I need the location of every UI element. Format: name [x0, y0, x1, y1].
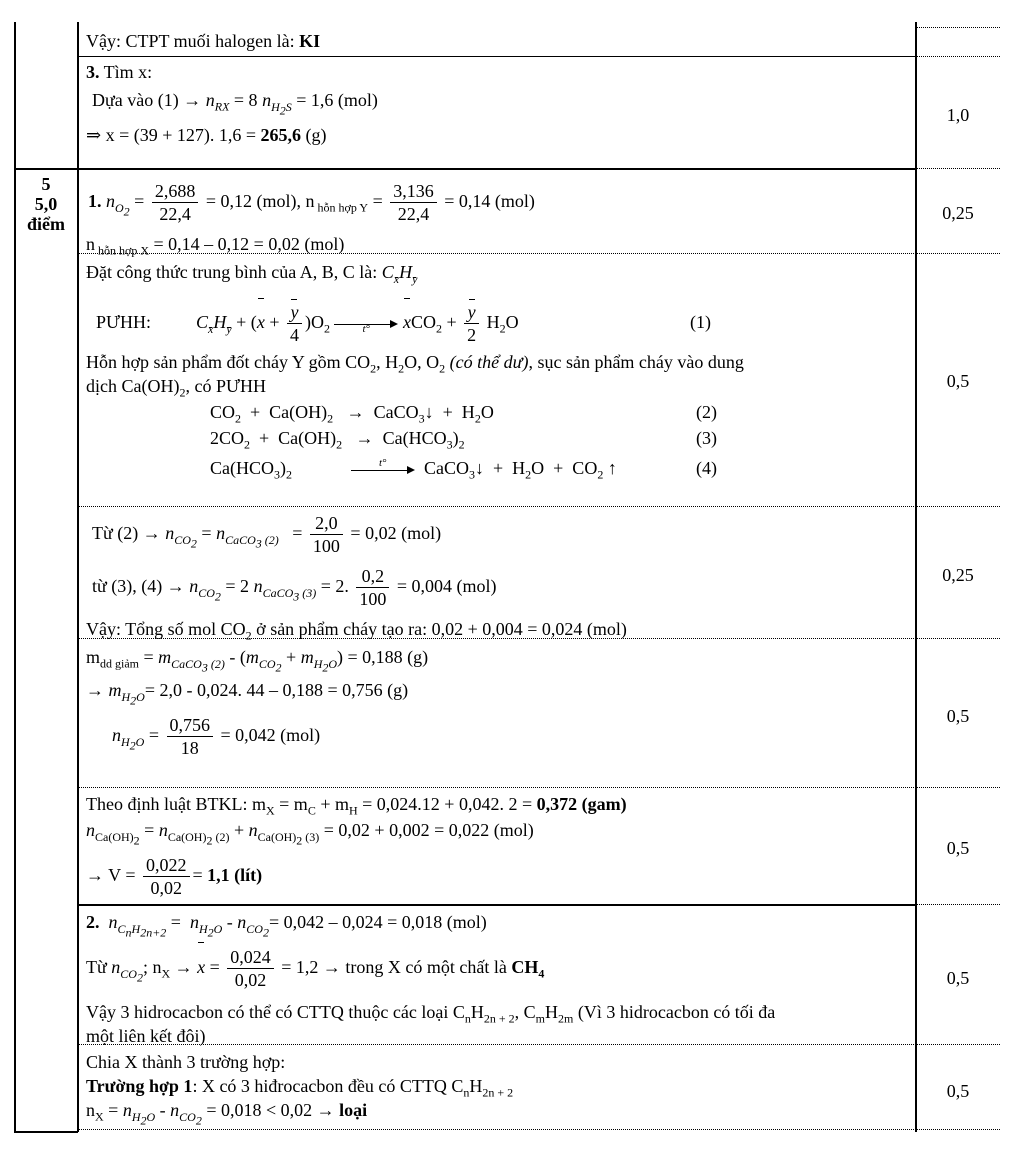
row-separator-dotted [78, 1044, 1000, 1045]
fraction: $\frac{0,756}{18}$ [167, 714, 214, 759]
r4-line3: $n_{H_2O}$ = $\frac{0,756}{18}$ = 0,042 (mol) [112, 715, 321, 759]
score-r2: 0,5 [946, 371, 970, 391]
score-r3: 0,25 [942, 565, 974, 585]
r2-eq2-num: (2) [696, 402, 717, 422]
row-separator-dotted [916, 168, 1000, 169]
score-r1: 0,25 [942, 203, 974, 223]
score-prev: 1,0 [946, 105, 970, 125]
r3-line2: từ (3), $(4) \to n_{CO_2} = 2$ $n_{CaCO_3 (3)} = 2$. $\frac{0,2}{100}$ = 0,004 (mol) [92, 566, 497, 610]
r2-eq3: $2CO_2 + Ca(OH)_2 \to Ca(HCO_3)_2$ [210, 428, 465, 452]
r7-line3: $n_X = n_{H_2O} - n_{CO_2} = 0,018 < 0,02$ → loại [86, 1100, 368, 1127]
r2-line1: Đặt công thức trung bình của A, B, C là: $C_xH_y$ [86, 262, 418, 286]
row-separator-solid [78, 904, 916, 906]
r4-line2: → $m_{H_2O}= 2,0 - 0,024$. 44 – 0,188 = 0,756 (g) [86, 680, 409, 707]
r1-line1: 1. $n_{O_2}$ = $\frac{2,688}{22,4}$ = 0,12 (mol), n $_{hỗn hợp Y}$ = $\frac{3,136}{22,4}$ = 0,14 (mol) [88, 181, 535, 225]
r2-mix-line2: dịch $Ca(OH)_2$, có PƯHH [86, 376, 266, 400]
fraction: $\frac{0,022}{0,02}$ [143, 854, 190, 899]
fraction: $\frac{2,0}{100}$ [310, 512, 343, 557]
table-border-left [14, 22, 16, 1132]
r5-line2: $n_{Ca(OH)_2} = n_{Ca(OH)_2 (2)} + n_{Ca(OH)_2 (3)} = 0,02 + 0,002 = 0,022$ (mol) [86, 820, 534, 847]
score-r7: 0,5 [946, 1081, 970, 1101]
question-points: 5,0 [34, 194, 58, 214]
row-separator-dotted [916, 27, 1000, 28]
row-separator-dotted [916, 904, 1000, 905]
r7-line1: Chia X thành 3 trường hợp: [86, 1052, 286, 1072]
r4-line1: $m_{dd giảm} = m_{CaCO_3 (2)} - (m_{CO_2} + m_{H_2O}) = 0,188$ (g) [86, 647, 429, 674]
arrow-icon: t° [351, 463, 415, 477]
r5-line1: Theo định luật BTKL: $m_X = m_C + m_H = 0,024.12 + 0,042$. 2 = 0,372 (gam) [86, 794, 627, 818]
r3-line3: Vậy: Tổng số mol $CO_2$ ở sản phẩm cháy tạo ra: 0,02 + 0,004 = 0,024 (mol) [86, 619, 627, 643]
r6-line3: Vậy 3 hidrocacbon có thể có CTTQ thuộc các loại $C_nH_{2n + 2}$, $C_mH_{2m}$ (Vì 3 hidrocacbon có tối đa [86, 1002, 776, 1026]
score-r6: 0,5 [946, 968, 970, 988]
fraction: $\frac{2,688}{22,4}$ [152, 180, 199, 225]
row-separator-dotted [916, 56, 1000, 57]
r1-line2: n $_{hỗn hợp X}$ = 0,14 – 0,12 = 0,02 (mol) [86, 234, 345, 258]
question-points-unit: điểm [27, 214, 65, 234]
row-separator-solid [78, 56, 916, 57]
row-separator-dotted [78, 787, 1000, 788]
r6-line1: 2. $n_{C_nH_{2n+2}} = n_{H_2O} - n_{CO_2}= 0,042 - 0,024 = 0,018$ (mol) [86, 912, 487, 939]
prev-part3-title: 3. Tìm x: [86, 62, 153, 82]
r3-line1: Từ $(2) \to n_{CO_2} = n_{CaCO_3 (2)}$ = $\frac{2,0}{100}$ = 0,02 (mol) [92, 513, 442, 557]
arrow-icon: t° [334, 317, 398, 331]
r2-eq3-num: (3) [696, 428, 717, 448]
r2-eq4: $Ca(HCO_3)_2$ t° CaCO$_3$↓ + $H_2O + CO_2$ ↑ [210, 456, 617, 482]
question-separator [14, 168, 916, 170]
prev-conclusion: Vậy: CTPT muối halogen là: KI [86, 31, 321, 51]
row-separator-dotted [78, 506, 1000, 507]
fraction: $\frac{0,024}{0,02}$ [227, 946, 274, 991]
fraction: $\frac{0,2}{100}$ [356, 565, 389, 610]
r2-mix-line1: Hỗn hợp sản phẩm đốt cháy Y gồm $CO_2$, $H_2O$, $O_2$ (có thể dư), sục sản phẩm cháy vào dung [86, 352, 744, 376]
r6-line4: một liên kết đôi) [86, 1026, 206, 1046]
r6-line2: Từ $n_{CO_2}$; $n_X \to x$ = $\frac{0,024}{0,02}$ = 1,2 → trong X có một chất là $CH_4$ [86, 944, 544, 991]
score-r4: 0,5 [946, 706, 970, 726]
table-bottom-left [14, 1131, 78, 1133]
r2-eq1: PƯHH: $C_xH_y + (x$ + $\frac{y}{4}$ )$O_2$ t° xCO$_2$ + $\frac{y}{2}$ $H_2O$ [96, 300, 519, 346]
r2-eq2: $CO_2 + Ca(OH)_2$ → CaCO$_3$↓ + $H_2O$ [210, 402, 494, 426]
prev-line1: Dựa vào $(1) \to n_{RX} = 8$ $n_{H_2S} = 1,6$ (mol) [92, 90, 378, 117]
row-separator-dotted [78, 1129, 1000, 1130]
prev-line2: ⇒ x = (39 + 127). 1,6 = 265,6 (g) [86, 125, 327, 145]
fraction: $\frac{y}{4}$ [287, 301, 302, 346]
fraction: $\frac{y}{2}$ [464, 301, 479, 346]
r5-line3: → V = $\frac{0,022}{0,02}$ = 1,1 (lít) [86, 855, 263, 899]
score-r5: 0,5 [946, 838, 970, 858]
r2-eq4-num: (4) [696, 458, 717, 478]
fraction: $\frac{3,136}{22,4}$ [390, 180, 437, 225]
r7-case: Trường hợp 1: X có 3 hiđrocacbon đều có CTTQ $C_nH_{2n + 2}$ [86, 1076, 514, 1100]
r2-eq1-num: (1) [690, 312, 711, 332]
table-col-divider-1 [77, 22, 79, 1132]
question-number: 5 [41, 174, 51, 194]
